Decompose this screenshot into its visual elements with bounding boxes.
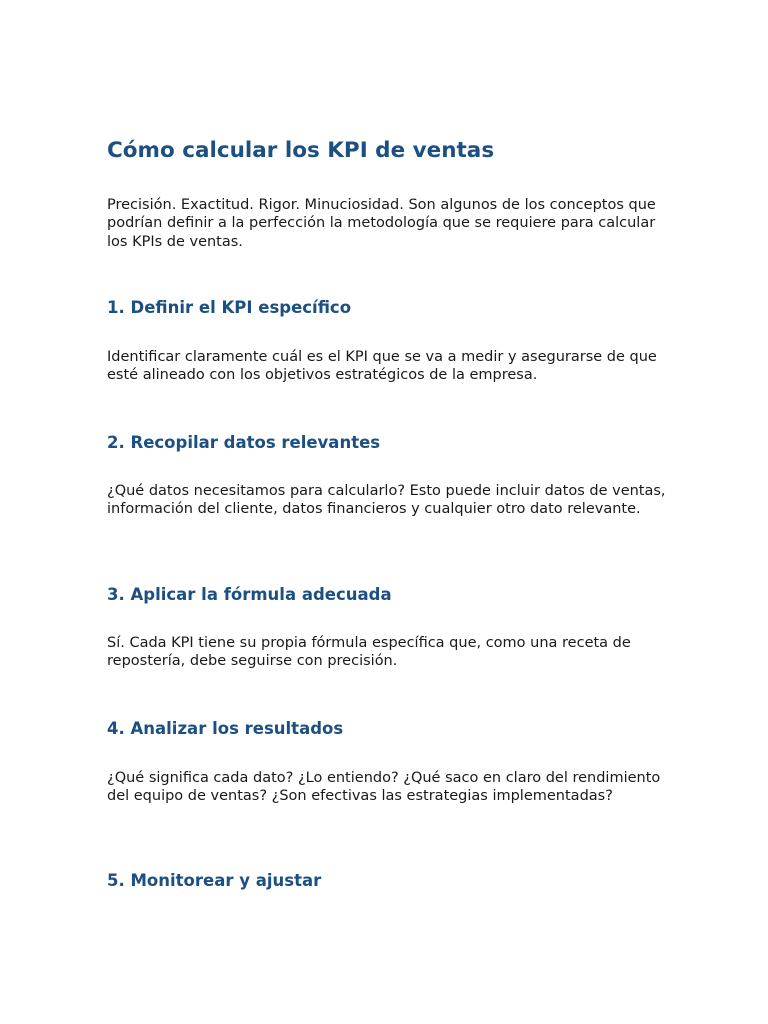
document-title: Cómo calcular los KPI de ventas [107, 138, 495, 163]
section-body-3: Sí. Cada KPI tiene su propia fórmula específica que, como una receta de repostería, debe seguirse con precisión. [107, 635, 631, 670]
section-body-4: ¿Qué significa cada dato? ¿Lo entiendo? ¿Qué saco en claro del rendimiento del equipo de ventas? ¿Son efectivas las estrategias implementadas? [107, 770, 661, 805]
section-heading-5: 5. Monitorear y ajustar [107, 871, 322, 890]
section-heading-1: 1. Definir el KPI específico [107, 298, 352, 317]
intro-paragraph: Precisión. Exactitud. Rigor. Minuciosidad. Son algunos de los conceptos que podrían definir a la perfección la metodología que se requiere para calcular los KPIs de ventas. [107, 197, 656, 250]
section-body-2: ¿Qué datos necesitamos para calcularlo? Esto puede incluir datos de ventas, información del cliente, datos financieros y cualquier otro dato relevante. [107, 483, 666, 518]
section-body-1: Identificar claramente cuál es el KPI que se va a medir y asegurarse de que esté alineado con los objetivos estratégicos de la empresa. [107, 349, 657, 384]
section-heading-3: 3. Aplicar la fórmula adecuada [107, 585, 392, 604]
section-heading-2: 2. Recopilar datos relevantes [107, 433, 381, 452]
section-heading-4: 4. Analizar los resultados [107, 719, 344, 738]
